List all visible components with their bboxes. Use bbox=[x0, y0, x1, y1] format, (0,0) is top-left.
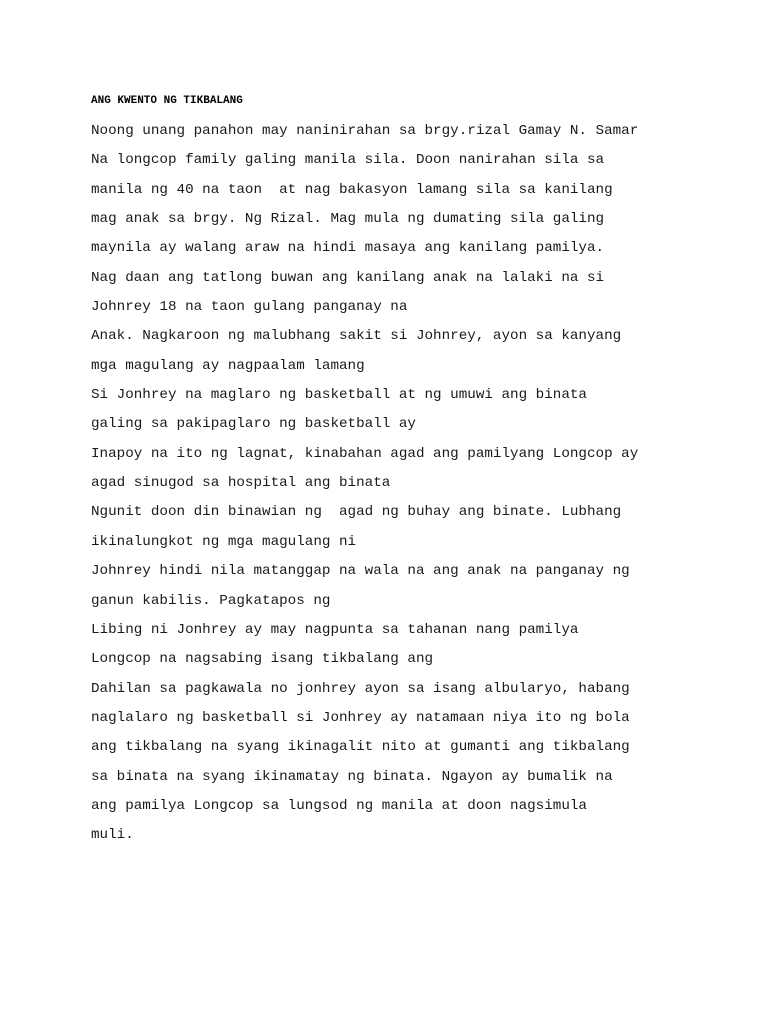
text-line: Libing ni Jonhrey ay may nagpunta sa tahanan nang pamilya bbox=[91, 621, 579, 638]
text-line: mga magulang ay nagpaalam lamang bbox=[91, 357, 365, 374]
text-line: Noong unang panahon may naninirahan sa brgy.rizal Gamay N. Samar bbox=[91, 123, 639, 139]
text-line: Dahilan sa pagkawala no jonhrey ayon sa isang albularyo, habang bbox=[91, 680, 630, 697]
text-line: Inapoy na ito ng lagnat, kinabahan agad ang pamilyang Longcop ay bbox=[91, 445, 639, 462]
text-line: galing sa pakipaglaro ng basketball ay bbox=[91, 416, 416, 433]
text-line: ganun kabilis. Pagkatapos ng bbox=[91, 592, 331, 609]
document-body bbox=[91, 119, 638, 853]
text-line: Na longcop family galing manila sila. Doon nanirahan sila sa bbox=[91, 152, 605, 169]
text-line: maynila ay walang araw na hindi masaya ang kanilang pamilya. bbox=[91, 240, 605, 257]
text-line: ikinalungkot ng mga magulang ni bbox=[91, 533, 357, 550]
text-line: Johnrey 18 na taon gulang panganay na bbox=[91, 299, 408, 316]
text-line: Si Jonhrey na maglaro ng basketball at ng umuwi ang binata bbox=[91, 387, 587, 404]
text-line: Anak. Nagkaroon ng malubhang sakit si Johnrey, ayon sa kanyang bbox=[91, 328, 622, 345]
text-line: mag anak sa brgy. Ng Rizal. Mag mula ng dumating sila galing bbox=[91, 211, 605, 228]
text-line: Ngunit doon din binawian ng agad ng buhay ang binate. Lubhang bbox=[91, 504, 622, 521]
text-line: naglalaro ng basketball si Jonhrey ay natamaan niya ito ng bola bbox=[91, 709, 630, 726]
text-line: ang tikbalang na syang ikinagalit nito at gumanti ang tikbalang bbox=[91, 739, 630, 756]
document-title: ANG KWENTO NG TIKBALANG bbox=[91, 95, 243, 107]
text-line: sa binata na syang ikinamatay ng binata. Ngayon ay bumalik na bbox=[91, 768, 613, 785]
text-line: Johnrey hindi nila matanggap na wala na ang anak na panganay ng bbox=[91, 563, 630, 580]
text-line: muli. bbox=[91, 827, 134, 844]
text-line: Nag daan ang tatlong buwan ang kanilang anak na lalaki na si bbox=[91, 269, 605, 286]
text-line: Longcop na nagsabing isang tikbalang ang bbox=[91, 651, 434, 668]
text-line: ang pamilya Longcop sa lungsod ng manila at doon nagsimula bbox=[91, 797, 587, 814]
text-line: agad sinugod sa hospital ang binata bbox=[91, 475, 391, 492]
text-line: manila ng 40 na taon at nag bakasyon lamang sila sa kanilang bbox=[91, 181, 613, 198]
